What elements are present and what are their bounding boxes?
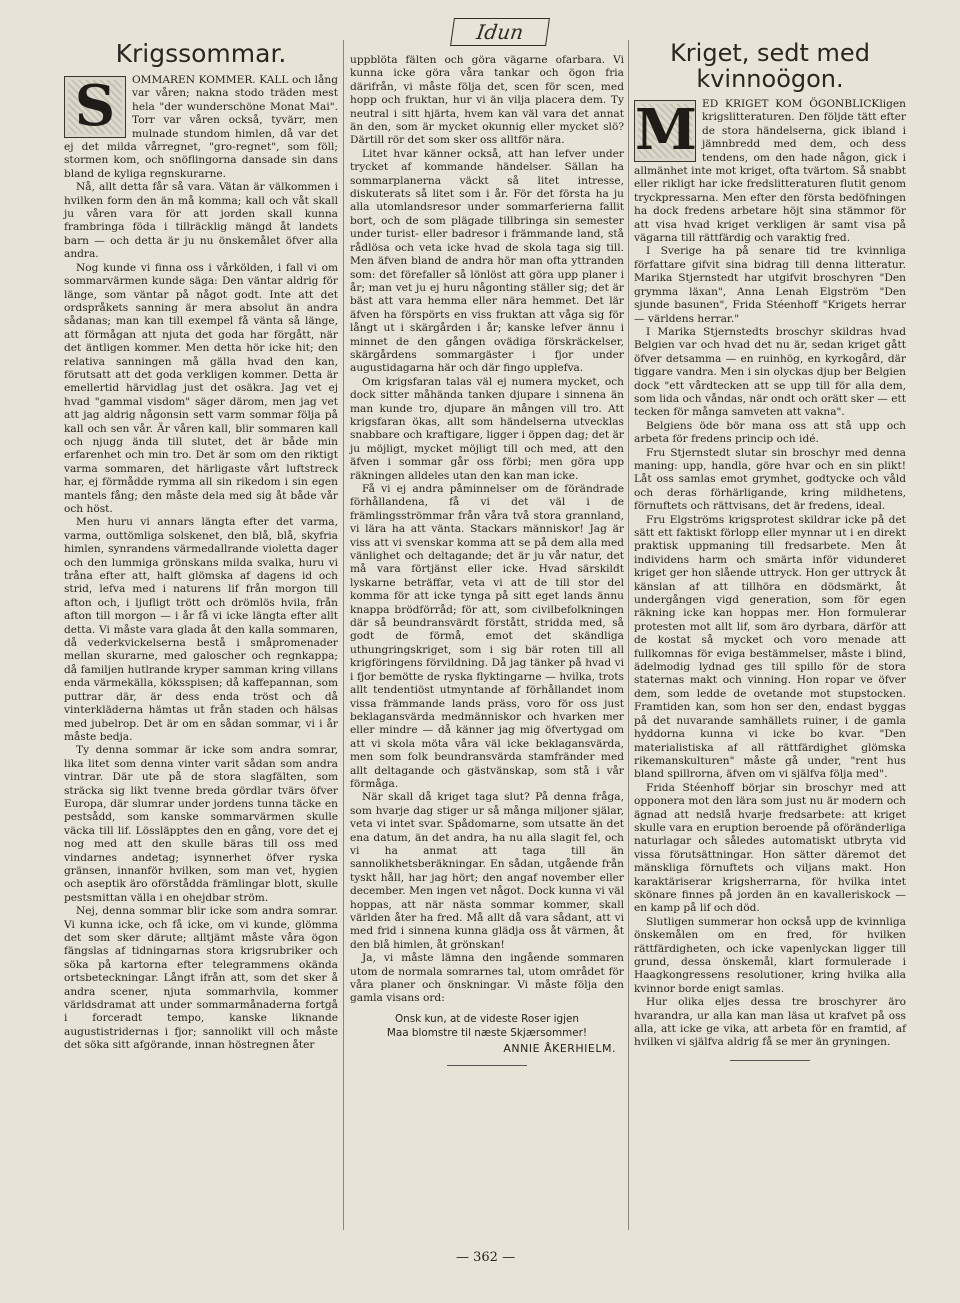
poem-quote — [350, 1012, 624, 1040]
article-krigssommar-continued — [350, 54, 624, 1066]
library-stamp: Idun — [450, 18, 550, 46]
drop-cap-ornament: M — [635, 97, 697, 163]
article-title: Krigssommar. — [115, 39, 287, 68]
poem-line: Onsk kun, at de videste Roser igjen — [394, 1012, 580, 1025]
paragraph: Belgiens öde bör mana oss att stå upp och arbeta för fredens princip och idé. — [634, 419, 906, 446]
article-title: Kriget, sedt med kvinnoögon. — [670, 39, 870, 93]
article-krigssommar — [64, 40, 338, 1053]
paragraph: Fru Elgströms krigsprotest skildrar icke på det sätt ett faktiskt förlopp eller mynnar ut i en direkt praktisk uppmaning till fredsarbete. Men åt individens harm och smärta inför vidunderet kriget ger hon slående uttryck. Hon ger uttryck åt känslan af att tillhöra en dödsmärkt, åt undergången vigd generation, som för egen räkning icke kan hoppas mer. Hon formulerar protesten mot allt lif, som äro dyrbara, därför att de kostat så mycket och voro menade att fullkomnas för eviga bestämmelser, måste i blind, ädelmodig lydnad ges till spillo för de stora staternas makt och vinning. Hon ropar ve öfver dem, som ledde de ovetande mot stupstocken. Framtiden kan, som hon ser den, endast byggas på det nuvarande samhällets ruiner, i de gamla hyddorna kunna vi icke bo kvar. "Den materialistiska af all rättfärdighet glömska rikemanskulturen" måste gå under, "rent hus bland spillrorna, äfven om vi själfva följa med". — [634, 513, 906, 781]
paragraph: Om krigsfaran talas väl ej numera mycket, och dock sitter måhända tanken djupare i sinnena än man kunde tro, djupare än mången vill tro. Att krigsfaran ökas, allt som händelserna utvecklas snabbare och kraftigare, ligger i öppen dag; det är ju möjligt, mycket möjligt till och med, att den äfven i sommar går oss förbi; men göra upp räkningen alldeles utan den kan man icke. — [350, 375, 624, 482]
paragraph: Slutligen summerar hon också upp de kvinnliga önskemålen om en fred, för hvilken rättfärdigheten, och icke vapenlyckan ligger till grund, dessa önskemål, klart formulerade i Haagkongressens resolutioner, kring hvilka alla kvinnor borde enigt samlas. — [634, 915, 906, 995]
paragraph-1: S OMMAREN KOMMER. KALL och lång var våren; nakna stodo träden mest hela "der wunderschöne Monat Mai". Torr var våren också, tyvärr, men mulnade stundom himlen, då var det ej det milda vårregnet, "gro-regnet", som föll; stormen kom, och snöflingorna dansade sin dans bland de kyliga regnskurarne. — [64, 73, 338, 180]
paragraph: När skall då kriget taga slut? På denna fråga, som hvarje dag stiger ur så många miljoner själar, veta vi intet svar. Spådomarne, som utsatte än det ena datum, än det andra, ha nu alla slagit fel, och vi ha anmat att taga till än sannolikhetsberäkningar. En sådan, utgående från tyskt håll, har jag hört; den angaf november eller december. Men ingen vet något. Dock kunna vi väl hoppas, att när nästa sommar kommer, skall världen åter ha fred. Må allt då vara sådant, att vi med frid i sinnena kunna glädja oss åt värmen, åt den blå himlen, åt grönskan! — [350, 791, 624, 951]
paragraph: Nog kunde vi finna oss i vårkölden, i fall vi om sommarvärmen kunde säga: Den väntar aldrig för länge, som väntar på något godt. Inte att det ordspråkets sanning är mera absolut än andra sådanas; man kan till exempel få vänta så länge, att förmågan att njuta det goda har förgått, när det äntligen kommer. Men detta hör icke hit; den relativa sanningen må gälla hvad den kan, förutsatt att det goda verkligen kommer. Detta är emellertid härvidlag just det osäkra. Jag vet ej hvad "gammal visdom" säger därom, men jag vet att jag aldrig någonsin sett varm sommar följa på kall och sen vår. Är våren kall, blir sommaren kall och njugg ända till slutet, det är både min erfarenhet och min tro. Det är som om den riktigt varma sommaren, det härligaste vårt luftstreck har, ej förmådde rymma all sin rikedom i sin egen mantels fång; den måste dela med sig åt både vår och höst. — [64, 261, 338, 515]
paragraph: I Sverige ha på senare tid tre kvinnliga författare gifvit sina bidrag till denna litteratur. Marika Stjernstedt har utgifvit broschyren "Den grymma läxan", Anna Lenah Elgström "Den sjunde basunen", Frida Stéenhoff "Krigets herrar — världens herrar." — [634, 245, 906, 325]
paragraph: I Marika Stjernstedts broschyr skildras hvad Belgien var och hvad det nu är, sedan kriget gått öfver detsamma — en ruinhög, en kyrkogård, där tiggare vandra. Men i sin olyckas djup ber Belgien dock "ett vårdtecken att se upp till för alla dem, som lida och våndas, när ondt och orätt sker — ett tecken för många samveten att vakna". — [634, 325, 906, 419]
poem-line: Maa blomstre til næste Skjærsommer! — [386, 1026, 588, 1039]
drop-cap-ornament: S — [64, 76, 126, 138]
end-rule — [447, 1065, 527, 1066]
paragraph: uppblöta fälten och göra vägarne ofarbara. Vi kunna icke göra våra tankar och ögon fria därifrån, vi måste följa det, scen för scen, med hopp och fruktan, hur vi än vilja placera dem. Ty neutral i sitt hjärta, hvem kan väl vara det annat än den, som är mycket okunnig eller mycket slö? Därtill rör det som sker oss alltför nära. — [350, 54, 624, 147]
paragraph: Men huru vi annars längta efter det varma, varma, outtömliga solskenet, den blå, blå, skyfria himlen, synrandens värmedallrande violetta dager och den lummiga grönskans milda svalka, huru vi tråna efter att, halft glömska af dagens id och strid, lefva med i naturens lif från morgon till afton och, i ljufligt trött och drömlös hvila, från afton till morgon — i år få vi icke längta efter allt detta. Vi måste vara glada åt den kalla sommaren, då vederkvickelserna bestå i småpromenader mellan skurarne, med galoscher och regnkappa; då familjen hutlrande kryper samman kring villans enda värmekälla, köksspisen; då kaffepannan, som puttrar där, är dess enda tröst och då vinterkläderna hämtas ut från staden och hälsas med jubelrop. Det är om en sådan sommar, vi i år måste bedja. — [64, 516, 338, 743]
paragraph: Hur olika eljes dessa tre broschyrer äro hvarandra, ur alla kan man läsa ut krafvet på oss alla, att icke ge vika, att arbeta för en framtid, af hvilken vi själfva aldrig få se mer än gryningen. — [634, 996, 906, 1049]
paragraph: Ty denna sommar är icke som andra somrar, lika litet som denna vinter varit sådan som andra vintrar. Där ute på de stora slagfälten, som sträcka sig likt tvenne breda gördlar tvärs öfver Europa, där slumrar under jordens tunna täcke en pestsådd, som kanske sommarvärmen skulle väcka till lif. Lössläpptes den en gång, vore det ej nog med att den skulle bäras till oss med vindarnes andetag; isynnerhet öfver ryska gränsen, innanför hvilken, som man vet, hygien och aseptik äro oförstådda främlingar blott, skulle pestsmittan välla i en ohejdbar ström. — [64, 744, 338, 904]
paragraph: Frida Stéenhoff börjar sin broschyr med att opponera mot den lära som just nu är modern och ägnad att nedslå hvarje fredsarbete: att kriget skulle vara en eruption beroende på oföränderliga naturlagar och således automatiskt utbryta vid vissa förutsättningar. Hon sätter däremot det mänskliga förnuftets och viljans makt. Hon karaktäriserar krigsherrarna, för hvilka intet skönare finnes på jorden än en kavalleriskock — en kamp på lif och död. — [634, 781, 906, 915]
paragraph: Nå, allt detta får så vara. Vätan är välkommen i hvilken form den än må komma; kall och våt skall ju våren vara för att jorden skall kunna frambringa föda i tillräcklig mängd åt landets barn — och detta är ju nu önskemålet öfver alla andra. — [64, 181, 338, 261]
paragraph: Få vi ej andra påminnelser om de förändrade förhållandena, få vi det väl i de främlingsströmmar från våra två stora grannland, vi lära ha att vänta. Stackars människor! Jag är viss att vi svenskar komma att se på dem alla med vänlighet och deltagande; det är ju vår natur, det må vara förtjänst eller icke. Hvad särskildt lyskarne beträffar, veta vi att de till stor del komma för att icke tynga på sitt eget lands ännu knappa brödförråd; för att, som civilbefolkningen där så beundransvärdt förstått, stridda med, så godt de förmå, emot det skändliga uthungringskriget, som i sig bär roten till all krigföringens förvildning. Då jag tänker på hvad vi i fjor bemötte de ryska flyktingarne — hvilka, trots allt tendentiöst utmyntande af förhållandet inom vissa främmande lands präss, voro för oss just beklagansvärda medmänniskor och hvarken mer eller mindre — då känner jag mig öfvertygad om att vi skola möta våra väl icke beklagansvärda, men som folk beundransvärda stamfränder med allt deltagande och gästvänskap, som stå i vår förmåga. — [350, 483, 624, 790]
article-kriget-sedt-med-kvinnoogon — [634, 40, 906, 1061]
paragraph: Fru Stjernstedt slutar sin broschyr med denna maning: upp, handla, göre hvar och en sin plikt! Låt oss samlas emot grymhet, godtycke och våld och deras förhärligande, kring mildhetens, förnuftets och rättvisans, det är fredens, ideal. — [634, 446, 906, 513]
paragraph: Nej, denna sommar blir icke som andra somrar. Vi kunna icke, och få icke, om vi kunde, glömma det som sker därute; alltjämt måste våra ögon fängslas af tidningarnas stora krigsrubriker och söka på kartorna efter telegrammens okända ortsbeteckningar. Långt ifrån att, som det sker å andra scener, njuta sommarhvila, kommer världsdramat att under sommarmånaderna fortgå i forceradt tempo, kanske liknande augustistridernas i fjor; sannolikt vill och måste det söka sitt afgörande, innan höstregnen åter — [64, 905, 338, 1052]
column-rule-1 — [343, 40, 344, 1230]
column-rule-2 — [628, 40, 629, 1230]
end-rule — [730, 1060, 810, 1061]
paragraph-1: M ED KRIGET KOM ÖGONBLICKligen krigslitteraturen. Den följde tätt efter de stora händelserna, gick ibland i jämnbredd med dem, och dess tendens, om den hade någon, gick i allmänhet inte mot kriget, ofta tvärtom. Så snabbt eller rikligt har icke fredslitteraturen flutit genom tryckpressarna. Men efter den första bedöfningen ha dock fredens arbetare höjt sina stämmor för att visa hvad kriget verkligen är samt visa på vägarna till rättfärdig och varaktig fred. — [634, 97, 906, 245]
paragraph: Litet hvar känner också, att han lefver under trycket af kommande händelser. Sällan ha sommarplanerna väckt så litet intresse, diskuterats så litet som i år. För det första ha ju alla utomlandsresor under sommarferierna fallit bort, och de som plägade tillbringa sin semester under turist- eller badresor i främmande land, stå rådlösa och veta icke hvad de skola taga sig till. Men äfven bland de andra hör man ofta yttranden som: det förefaller så lönlöst att göra upp planer i år; man vet ju ej huru någonting ställer sig; det är bäst att vara hemma eller nära hemmet. Det lär äfven ha förspörts en viss fruktan att våga sig för långt ut i skärgården i år; kanske lefver ännu i minnet de den gången ovädiga förskräckelser, skärgårdens sommargäster i fjor under augustidagarna här och där fingo upplefva. — [350, 147, 624, 375]
author-signature: ANNIE ÅKERHIELM. — [503, 1041, 616, 1055]
paragraph: Ja, vi måste lämna den ingående sommaren utom de normala somrarnes tal, utom området för våra planer och önskningar. Vi måste följa den gamla visans ord: — [350, 952, 624, 1005]
page-number: — 362 — — [456, 1250, 516, 1265]
